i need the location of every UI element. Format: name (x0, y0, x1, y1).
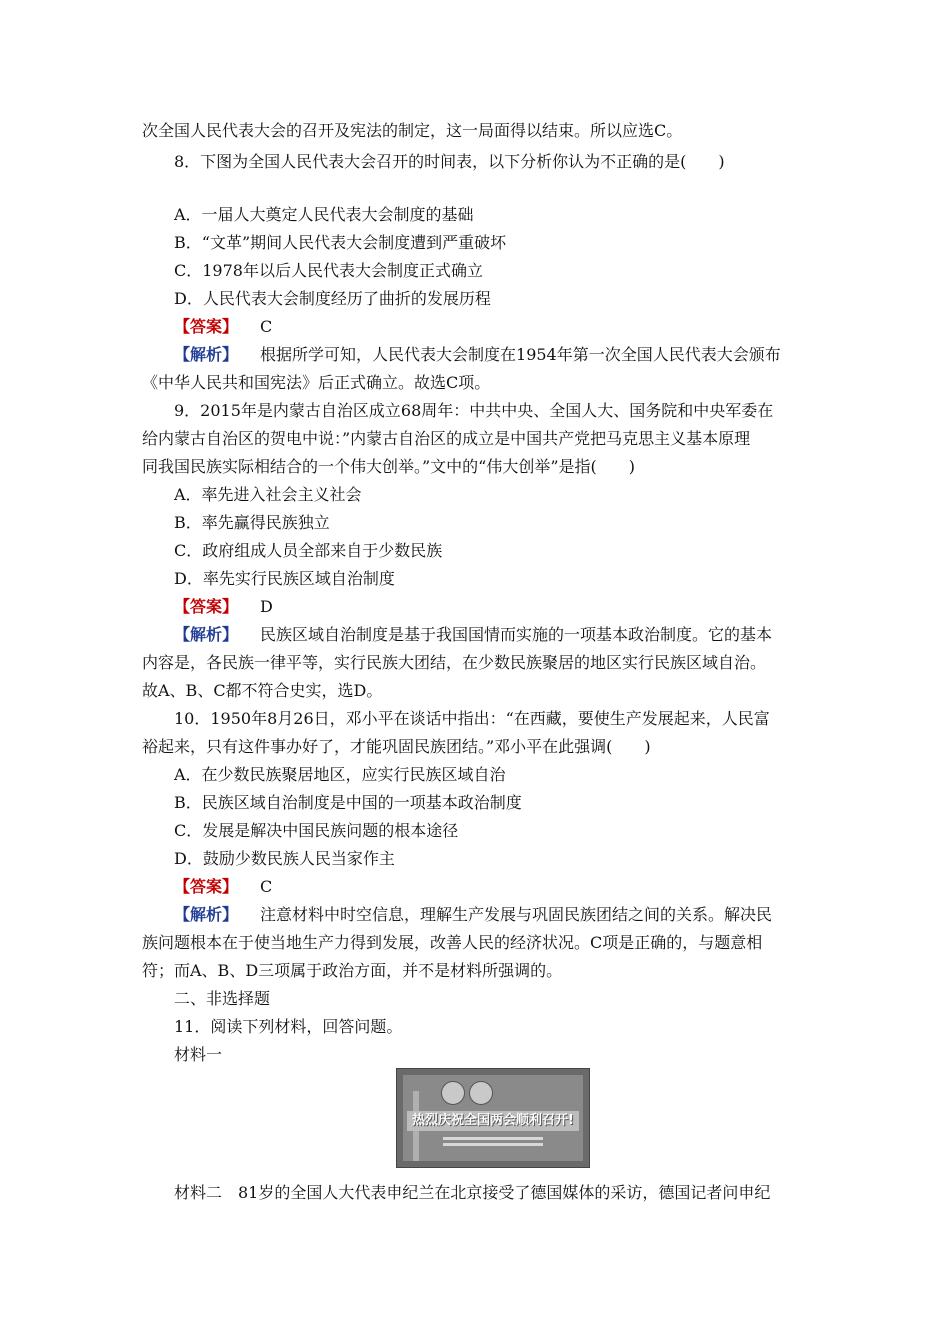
line-text: 二、非选择题 (174, 989, 271, 1008)
line-text: 裕起来，只有这件事办好了，才能巩固民族团结。”邓小平在此强调( ) (142, 737, 651, 756)
analysis-label: 【解析】 (174, 625, 239, 644)
line-text: 同我国民族实际相结合的一个伟大创举。”文中的“伟大创举”是指( ) (142, 457, 636, 476)
text-line (174, 316, 844, 338)
line-text: C (260, 317, 273, 336)
text-line (174, 624, 844, 646)
text-line (174, 1044, 844, 1066)
text-line (174, 792, 844, 814)
text-line (142, 932, 812, 954)
text-line (174, 344, 844, 366)
material-one-image (396, 1068, 590, 1168)
answer-label: 【答案】 (174, 317, 239, 336)
line-text: B．率先赢得民族独立 (174, 513, 330, 532)
line-text: 《中华人民共和国宪法》后正式确立。故选C项。 (142, 373, 491, 392)
image-banner-text: 热烈庆祝全国两会顺利召开! (407, 1111, 579, 1131)
image-inner (403, 1075, 583, 1161)
answer-label: 【答案】 (174, 877, 239, 896)
answer-label: 【答案】 (174, 597, 239, 616)
line-text: 民族区域自治制度是基于我国国情而实施的一项基本政治制度。它的基本 (260, 625, 773, 644)
text-line (174, 540, 844, 562)
line-text: 根据所学可知，人民代表大会制度在1954年第一次全国人民代表大会颁布 (260, 345, 781, 364)
line-text: D (260, 597, 273, 616)
text-line (174, 876, 844, 898)
image-subtext-bar (443, 1137, 543, 1140)
image-subtext-bar (443, 1143, 543, 1146)
text-line (174, 904, 844, 926)
text-line (174, 260, 844, 282)
text-line (142, 652, 812, 674)
line-text: C．1978年以后人民代表大会制度正式确立 (174, 261, 483, 280)
line-text: 10．1950年8月26日，邓小平在谈话中指出：“在西藏，要使生产发展起来，人民富 (174, 709, 770, 728)
text-line (174, 988, 844, 1010)
line-text: B．“文革”期间人民代表大会制度遭到严重破坏 (174, 233, 507, 252)
text-line (174, 1182, 844, 1204)
text-line (142, 120, 812, 142)
text-line (142, 428, 812, 450)
national-emblem-icon (441, 1081, 465, 1105)
text-line (174, 484, 844, 506)
text-line (174, 204, 844, 226)
line-text: A．率先进入社会主义社会 (174, 485, 362, 504)
line-text: A．一届人大奠定人民代表大会制度的基础 (174, 205, 474, 224)
line-text: 内容是，各民族一律平等，实行民族大团结，在少数民族聚居的地区实行民族区域自治。 (142, 653, 767, 672)
line-text: D．鼓励少数民族人民当家作主 (174, 849, 395, 868)
text-line (174, 151, 844, 173)
text-line (174, 764, 844, 786)
line-text: 次全国人民代表大会的召开及宪法的制定，这一局面得以结束。所以应选C。 (142, 121, 683, 140)
line-text: C．发展是解决中国民族问题的根本途径 (174, 821, 459, 840)
line-text: D．率先实行民族区域自治制度 (174, 569, 395, 588)
line-text: 族问题根本在于使当地生产力得到发展，改善人民的经济状况。C项是正确的，与题意相 (142, 933, 763, 952)
line-text: C (260, 877, 273, 896)
line-text: C．政府组成人员全部来自于少数民族 (174, 541, 443, 560)
text-line (142, 456, 812, 478)
line-text: B．民族区域自治制度是中国的一项基本政治制度 (174, 793, 522, 812)
line-text: 材料一 (174, 1045, 223, 1064)
national-emblem-icon (469, 1081, 493, 1105)
line-text: 故A、B、C都不符合史实，选D。 (142, 681, 383, 700)
text-line (174, 288, 844, 310)
text-line (142, 960, 812, 982)
analysis-label: 【解析】 (174, 905, 239, 924)
text-line (174, 232, 844, 254)
line-text: 9．2015年是内蒙古自治区成立68周年：中共中央、全国人大、国务院和中央军委在 (174, 401, 774, 420)
text-line (174, 568, 844, 590)
line-text: 材料二 81岁的全国人大代表申纪兰在北京接受了德国媒体的采访，德国记者问申纪 (174, 1183, 771, 1202)
line-text: 给内蒙古自治区的贺电中说：”内蒙古自治区的成立是中国共产党把马克思主义基本原理 (142, 429, 751, 448)
text-line (142, 736, 812, 758)
line-text: 8．下图为全国人民代表大会召开的时间表，以下分析你认为不正确的是( ) (174, 152, 725, 171)
text-line (174, 400, 844, 422)
text-line (174, 1016, 844, 1038)
text-line (174, 820, 844, 842)
text-line (174, 512, 844, 534)
line-text: 注意材料中时空信息，理解生产发展与巩固民族团结之间的关系。解决民 (260, 905, 773, 924)
text-line (174, 596, 844, 618)
line-text: A．在少数民族聚居地区，应实行民族区域自治 (174, 765, 506, 784)
text-line (142, 680, 812, 702)
line-text: 符；而A、B、D三项属于政治方面，并不是材料所强调的。 (142, 961, 563, 980)
analysis-label: 【解析】 (174, 345, 239, 364)
line-text: D．人民代表大会制度经历了曲折的发展历程 (174, 289, 491, 308)
text-line (174, 708, 844, 730)
text-line (142, 372, 812, 394)
text-line (174, 848, 844, 870)
line-text: 11．阅读下列材料，回答问题。 (174, 1017, 403, 1036)
